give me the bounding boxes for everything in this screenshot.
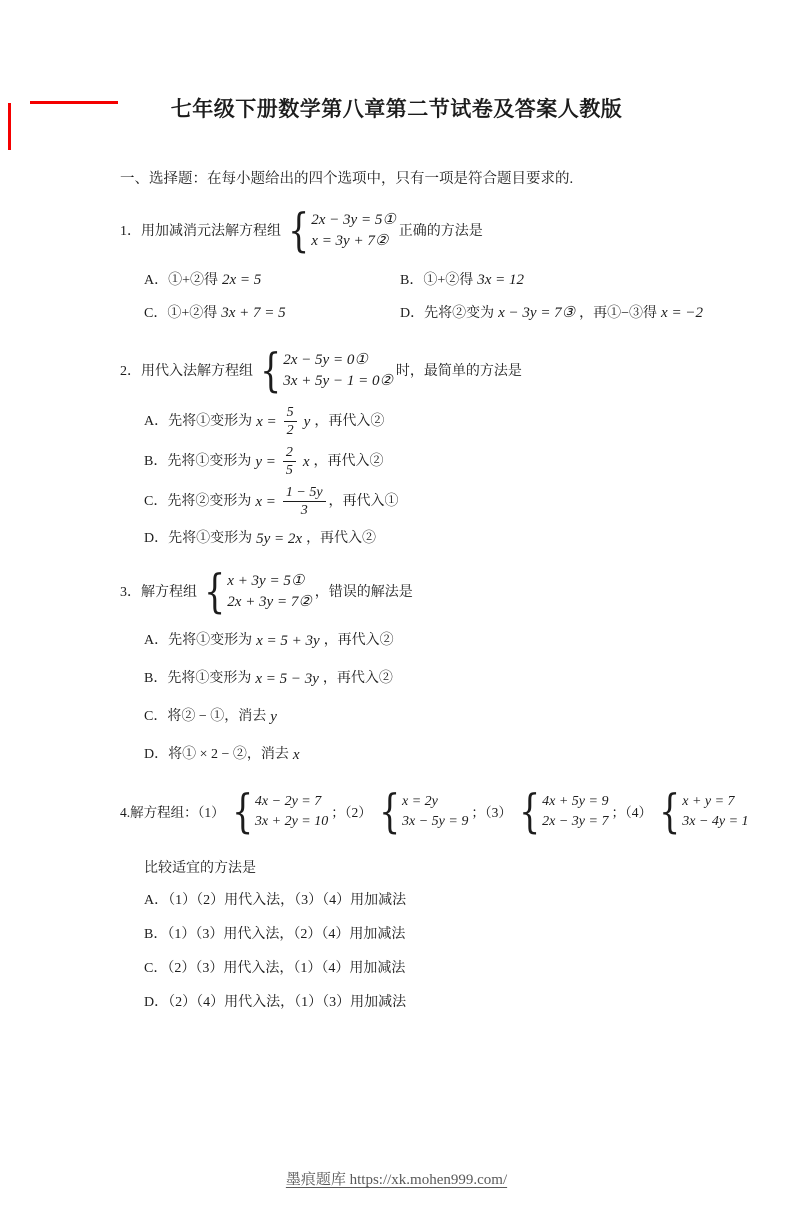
- option-text: D．将① × 2 − ②，消去: [144, 747, 289, 762]
- option-4a: A．（1）（2）用代入法，（3）（4）用加减法: [144, 893, 407, 908]
- question-1-options-row-1: [144, 270, 763, 291]
- fraction-numerator: 1 − 5y: [283, 484, 326, 502]
- equation: 4x + 5y = 9: [542, 793, 609, 809]
- left-brace-icon: {: [518, 784, 541, 838]
- fraction: [283, 484, 326, 519]
- equation: 3x + 5y − 1 = 0②: [283, 372, 393, 389]
- option-text: ，再代入②: [322, 671, 393, 686]
- question-4-separator: ；（3）: [471, 805, 512, 820]
- option-math: y =: [255, 453, 276, 470]
- equation: 4x − 2y = 7: [254, 793, 322, 809]
- option-math: y: [303, 413, 311, 430]
- option-math: x: [292, 747, 300, 763]
- option-text: ，再代入②: [306, 531, 377, 546]
- equation: 3x − 4y = 1: [682, 813, 749, 829]
- left-brace-icon: {: [659, 784, 681, 838]
- corner-mark-horizontal: [30, 101, 118, 104]
- equation-stack: [311, 210, 396, 251]
- question-3-system: [200, 564, 312, 618]
- question-4-intro: [120, 784, 763, 838]
- option-math: x = −2: [661, 305, 703, 321]
- option-1c: [144, 303, 400, 324]
- question-4-system-2: [375, 784, 469, 838]
- equation: 3x − 5y = 9: [402, 813, 469, 829]
- question-2-prefix: 2．用代入法解方程组: [120, 364, 253, 379]
- fraction-numerator: 2: [283, 444, 296, 462]
- corner-mark-vertical: [8, 103, 11, 150]
- left-brace-icon: {: [288, 203, 310, 257]
- option-text: A．①+②得: [144, 273, 219, 288]
- equation-stack: [227, 571, 312, 612]
- question-4-system-1: [228, 784, 329, 838]
- question-4-system-4: [655, 784, 749, 838]
- left-brace-icon: {: [378, 784, 400, 838]
- section-header: 一、选择题：在每小题给出的四个选项中，只有一项是符合题目要求的.: [120, 171, 574, 187]
- equation: x = 3y + 7②: [311, 232, 389, 249]
- option-text: A．先将①变形为: [144, 633, 253, 648]
- equation-stack: [682, 792, 748, 831]
- question-3-suffix: ，错误的解法是: [314, 585, 413, 600]
- option-3b: [144, 669, 763, 689]
- option-text: D．先将①变形为: [144, 531, 253, 546]
- fraction-denominator: 2: [286, 423, 294, 438]
- question-1-prefix: 1．用加减消元法解方程组: [120, 224, 281, 239]
- fraction: [283, 444, 296, 479]
- option-text: ，再代入②: [313, 453, 384, 469]
- option-text: ，再①−③得: [579, 306, 658, 321]
- option-4c: C．（2）（3）用代入法，（1）（4）用加减法: [144, 961, 406, 976]
- option-text: D．先将②变为: [400, 306, 495, 321]
- equation: 3x + 2y = 10: [254, 813, 329, 829]
- option-text: B．先将①变形为: [144, 671, 252, 686]
- option-math: x = 5 − 3y: [255, 671, 319, 687]
- option-math: x − 3y = 7③: [498, 305, 576, 321]
- option-text: C．将② − ①，消去: [144, 709, 267, 724]
- option-math: 5y = 2x: [256, 531, 303, 547]
- left-brace-icon: {: [260, 343, 282, 397]
- option-text: B．先将①变形为: [144, 453, 252, 469]
- option-4d: D．（2）（4）用代入法，（1）（3）用加减法: [144, 995, 407, 1010]
- equation: 2x − 5y = 0①: [283, 351, 368, 368]
- option-math: 3x + 7 = 5: [221, 305, 286, 321]
- left-brace-icon: {: [231, 784, 253, 838]
- option-text: ，再代入②: [314, 413, 385, 429]
- question-2-suffix: 时，最简单的方法是: [395, 364, 522, 379]
- equation: x = 2y: [402, 793, 438, 809]
- option-math: y: [270, 709, 277, 725]
- option-math: x: [302, 453, 310, 470]
- question-3-prefix: 3．解方程组: [120, 585, 197, 600]
- option-math: x =: [256, 413, 277, 430]
- option-3a: [144, 631, 763, 651]
- question-4-separator: ；（4）: [611, 805, 652, 820]
- equation: x + 3y = 5①: [227, 572, 305, 589]
- question-1-intro: [120, 203, 763, 257]
- option-1b: [400, 270, 528, 291]
- question-1-options-row-2: [144, 303, 763, 324]
- footer-link[interactable]: 墨痕题库 https://xk.mohen999.com/: [285, 1172, 508, 1188]
- question-4-system-3: [515, 784, 609, 838]
- option-2c: [144, 484, 763, 519]
- equation: 2x + 3y = 7②: [227, 593, 312, 610]
- option-text: C．先将②变形为: [144, 493, 252, 509]
- option-math: x =: [255, 493, 276, 510]
- equation-stack: [255, 792, 328, 831]
- equation-stack: [283, 350, 393, 391]
- option-1d: [400, 303, 707, 324]
- left-brace-icon: {: [204, 564, 226, 618]
- question-1-system: [284, 203, 396, 257]
- option-2d: [144, 529, 763, 549]
- equation: 2x − 3y = 5①: [311, 211, 396, 228]
- option-1a: [144, 270, 400, 291]
- fraction-numerator: 5: [284, 404, 297, 422]
- option-text: ，再代入①: [328, 493, 399, 509]
- fraction-denominator: 3: [300, 503, 308, 518]
- equation-stack: [402, 792, 468, 831]
- option-math: 2x = 5: [222, 272, 262, 288]
- question-4-lead: 比较适宜的方法是: [144, 861, 256, 876]
- equation: x + y = 7: [682, 793, 735, 809]
- footer: [0, 1168, 793, 1189]
- option-2a: [144, 404, 763, 439]
- question-1-suffix: 正确的方法是: [398, 224, 483, 239]
- option-4b: B．（1）（3）用代入法，（2）（4）用加减法: [144, 927, 406, 942]
- option-text: C．①+②得: [144, 306, 218, 321]
- option-2b: [144, 444, 763, 479]
- question-2-system: [256, 343, 393, 397]
- question-4-prefix: 4.解方程组：（1）: [120, 805, 225, 820]
- document-content: [0, 167, 793, 1013]
- option-3c: [144, 707, 763, 727]
- option-text: B．①+②得: [400, 273, 474, 288]
- fraction: [284, 404, 297, 439]
- question-2-intro: [120, 343, 763, 397]
- question-4-separator: ；（2）: [331, 805, 372, 820]
- page-title: 七年级下册数学第八章第二节试卷及答案人教版: [170, 97, 623, 121]
- question-3-intro: [120, 564, 763, 618]
- equation: 2x − 3y = 7: [542, 813, 609, 829]
- option-3d: [144, 745, 763, 765]
- fraction-denominator: 5: [285, 463, 293, 478]
- option-text: ，再代入②: [323, 633, 394, 648]
- option-math: 3x = 12: [477, 272, 525, 288]
- option-text: A．先将①变形为: [144, 413, 253, 429]
- equation-stack: [542, 792, 608, 831]
- option-math: x = 5 + 3y: [256, 633, 320, 649]
